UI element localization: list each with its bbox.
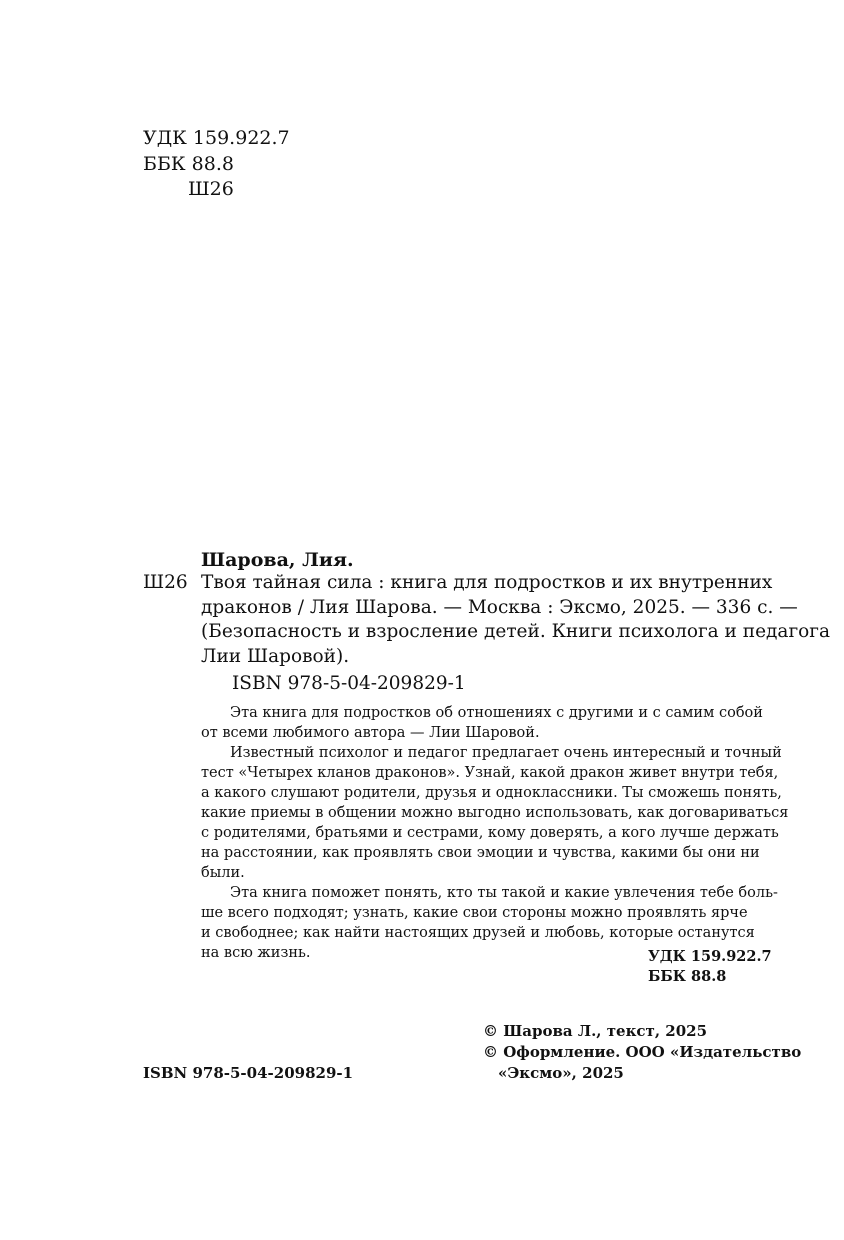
copyright-design: © Оформление. ООО «Издательство — [483, 1043, 802, 1061]
annotation-line: и свободнее; как найти настоящих друзей и любовь, которые останутся — [201, 925, 755, 941]
annotation-line: на всю жизнь. — [201, 945, 311, 961]
annotation-line: были. — [201, 865, 245, 881]
annotation-line: с родителями, братьями и сестрами, кому доверять, а кого лучше держать — [201, 825, 779, 841]
bbk-code-right: ББК 88.8 — [648, 968, 727, 985]
description-line: драконов / Лия Шарова. — Москва : Эксмо, 2025. — 336 с. — — [201, 596, 798, 618]
bibliographic-description — [201, 571, 830, 669]
annotation-line: Эта книга поможет понять, кто ты такой и какие увлечения тебе боль- — [230, 885, 778, 901]
copyright-text: © Шарова Л., текст, 2025 — [483, 1022, 708, 1040]
annotation-line: Известный психолог и педагог предлагает очень интересный и точный — [230, 745, 782, 761]
annotation-line: на расстоянии, как проявлять свои эмоции и чувства, какими бы они ни — [201, 845, 760, 861]
entry-isbn: ISBN 978-5-04-209829-1 — [232, 673, 466, 694]
annotation-line: какие приемы в общении можно выгодно использовать, как договариваться — [201, 805, 789, 821]
udk-code: УДК 159.922.7 — [143, 127, 290, 149]
footer-isbn: ISBN 978-5-04-209829-1 — [143, 1064, 354, 1082]
description-line: Лии Шаровой). — [201, 645, 350, 667]
copyright-design-publisher: «Эксмо», 2025 — [498, 1064, 624, 1082]
udk-code-right: УДК 159.922.7 — [648, 948, 772, 965]
annotation-line: тест «Четырех кланов драконов». Узнай, какой дракон живет внутри тебя, — [201, 765, 779, 781]
annotation-line: от всеми любимого автора — Лии Шаровой. — [201, 725, 540, 741]
description-line: Твоя тайная сила : книга для подростков и их внутренних — [201, 572, 773, 593]
author-heading: Шарова, Лия. — [201, 549, 354, 571]
annotation-line: Эта книга для подростков об отношениях с другими и с самим собой — [230, 705, 763, 721]
description-line: (Безопасность и взросление детей. Книги психолога и педагога — [201, 621, 831, 642]
annotation — [201, 703, 789, 963]
bbk-code: ББК 88.8 — [143, 153, 234, 175]
annotation-line: ше всего подходят; узнать, какие свои стороны можно проявлять ярче — [201, 905, 748, 921]
author-mark: Ш26 — [188, 178, 234, 200]
annotation-line: а какого слушают родители, друзья и одноклассники. Ты сможешь понять, — [201, 785, 782, 801]
entry-author-mark: Ш26 — [143, 572, 188, 593]
